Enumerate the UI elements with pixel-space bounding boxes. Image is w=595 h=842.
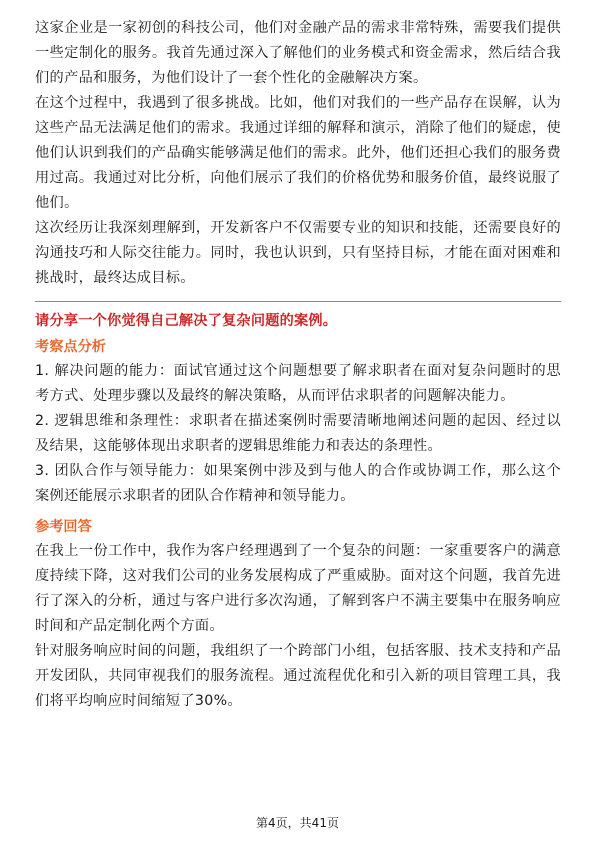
interview-question: 请分享一个你觉得自己解决了复杂问题的案例。 xyxy=(35,313,338,329)
document-body xyxy=(35,16,561,714)
analysis-heading: 考察点分析 xyxy=(35,339,106,355)
analysis-point-3: 3. 团队合作与领导能力：如果案例中涉及到与他人的合作或协调工作，那么这个案例还能展示求职者的团队合作精神和领导能力。 xyxy=(35,463,561,504)
intro-paragraph-3: 这次经历让我深刻理解到，开发新客户不仅需要专业的知识和技能，还需要良好的沟通技巧和人际交往能力。同时，我也认识到，只有坚持目标，才能在面对困难和挑战时，最终达成目标。 xyxy=(35,220,561,286)
answer-paragraph-2: 针对服务响应时间的问题，我组织了一个跨部门小组，包括客服、技术支持和产品开发团队，共同审视我们的服务流程。通过流程优化和引入新的项目管理工具，我们将平均响应时间缩短了30%。 xyxy=(35,643,561,709)
answer-paragraph-1: 在我上一份工作中，我作为客户经理遇到了一个复杂的问题：一家重要客户的满意度持续下降，这对我们公司的业务发展构成了严重威胁。面对这个问题，我首先进行了深入的分析，通过与客户进行多次沟通，了解到客户不满主要集中在服务响应时间和产品定制化两个方面。 xyxy=(35,543,561,634)
answer-heading: 参考回答 xyxy=(35,519,92,535)
intro-paragraph-1: 这家企业是一家初创的科技公司，他们对金融产品的需求非常特殊，需要我们提供一些定制化的服务。我首先通过深入了解他们的业务模式和资金需求，然后结合我们的产品和服务，为他们设计了一套个性化的金融解决方案。 xyxy=(35,20,561,86)
analysis-point-2: 2. 逻辑思维和条理性：求职者在描述案例时需要清晰地阐述问题的起因、经过以及结果，这能够体现出求职者的逻辑思维能力和表达的条理性。 xyxy=(35,413,561,454)
section-divider xyxy=(35,301,561,302)
intro-paragraph-2: 在这个过程中，我遇到了很多挑战。比如，他们对我们的一些产品存在误解，认为这些产品无法满足他们的需求。我通过详细的解释和演示，消除了他们的疑虑，使他们认识到我们的产品确实能够满足他们的需求。此外，他们还担心我们的服务费用过高。我通过对比分析，向他们展示了我们的价格优势和服务价值，最终说服了他们。 xyxy=(35,95,561,211)
analysis-point-1: 1. 解决问题的能力：面试官通过这个问题想要了解求职者在面对复杂问题时的思考方式、处理步骤以及最终的解决策略，从而评估求职者的问题解决能力。 xyxy=(35,363,561,404)
page-number: 第4页，共41页 xyxy=(256,816,339,830)
